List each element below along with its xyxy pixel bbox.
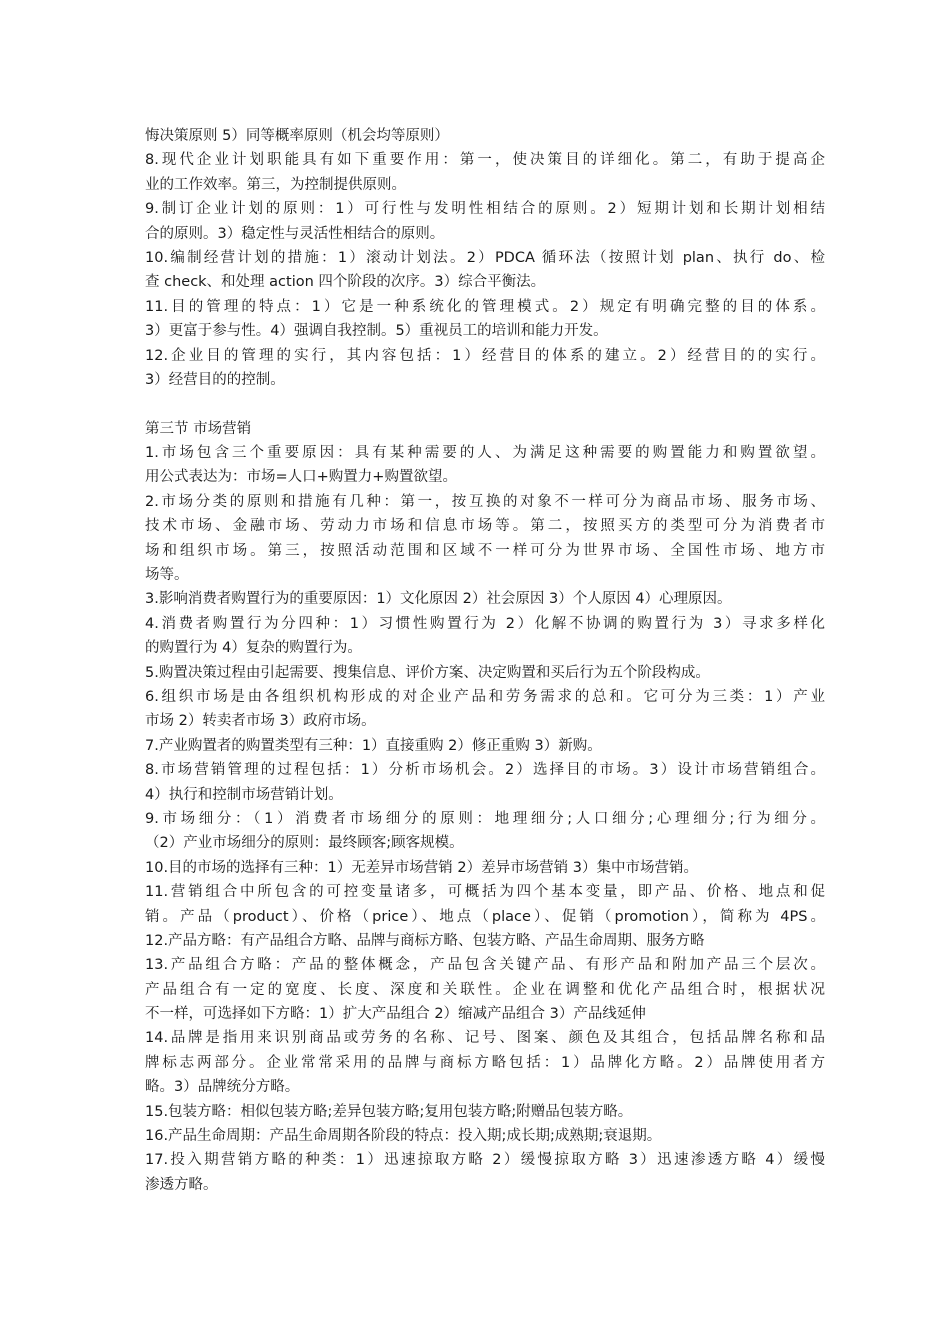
text-line: 7.产业购置者的购置类型有三种：1）直接重购 2）修正重购 3）新购。	[145, 737, 602, 754]
text-line: 13.产品组合方略：产品的整体概念，产品包含关键产品、有形产品和附加产品三个层次。	[145, 957, 825, 974]
text-block-top	[145, 124, 825, 392]
text-line: 11.目的管理的特点：1）它是一种系统化的管理模式。2）规定有明确完整的目的体系。	[145, 298, 825, 315]
text-line: 9.制订企业计划的原则：1）可行性与发明性相结合的原则。2）短期计划和长期计划相结	[145, 201, 825, 218]
text-line: 查 check、和处理 action 四个阶段的次序。3）综合平衡法。	[145, 274, 546, 291]
text-line: 悔决策原则 5）同等概率原则（机会均等原则）	[145, 128, 449, 144]
text-line: 10.编制经营计划的措施：1）滚动计划法。2）PDCA 循环法（按照计划 plan、执行 do、检	[145, 249, 825, 266]
text-line: 用公式表达为：市场=人口+购置力+购置欲望。	[145, 469, 457, 486]
text-line: 场和组织市场。第三，按照活动范围和区域不一样可分为世界市场、全国性市场、地方市	[145, 542, 825, 559]
document-page	[145, 124, 825, 1197]
text-line: 4.消费者购置行为分四种：1）习惯性购置行为 2）化解不协调的购置行为 3）寻求多样化	[145, 615, 825, 632]
text-line: 2.市场分类的原则和措施有几种：第一，按互换的对象不一样可分为商品市场、服务市场、	[145, 493, 825, 510]
text-line: 6.组织市场是由各组织机构形成的对企业产品和劳务需求的总和。它可分为三类：1）产业	[145, 688, 825, 705]
text-line: 10.目的市场的选择有三种：1）无差异市场营销 2）差异市场营销 3）集中市场营销。	[145, 859, 698, 876]
text-line: 9.市场细分：（1）消费者市场细分的原则：地理细分;人口细分;心理细分;行为细分。	[145, 810, 825, 827]
text-line: 8.市场营销管理的过程包括：1）分析市场机会。2）选择目的市场。3）设计市场营销组合。	[145, 762, 825, 779]
text-line: 牌标志两部分。企业常常采用的品牌与商标方略包括：1）品牌化方略。2）品牌使用者方	[145, 1054, 825, 1071]
text-line: 1.市场包含三个重要原因：具有某种需要的人、为满足这种需要的购置能力和购置欲望。	[145, 445, 825, 462]
text-line: 12.产品方略：有产品组合方略、品牌与商标方略、包装方略、产品生命周期、服务方略	[145, 932, 705, 949]
text-line: 略。3）品牌统分方略。	[145, 1079, 300, 1096]
text-line: 市场 2）转卖者市场 3）政府市场。	[145, 713, 376, 730]
text-line: 15.包装方略：相似包装方略;差异包装方略;复用包装方略;附赠品包装方略。	[145, 1103, 633, 1120]
text-line: 场等。	[145, 567, 189, 584]
text-line: 5.购置决策过程由引起需要、搜集信息、评价方案、决定购置和买后行为五个阶段构成。	[145, 664, 710, 681]
text-line: 3）经营目的的控制。	[145, 371, 285, 388]
text-line: 的购置行为 4）复杂的购置行为。	[145, 640, 362, 657]
text-line: 11.营销组合中所包含的可控变量诸多，可概括为四个基本变量，即产品、价格、地点和促	[145, 884, 825, 901]
text-line: 业的工作效率。第三，为控制提供原则。	[145, 176, 406, 193]
text-line: 3.影响消费者购置行为的重要原因：1）文化原因 2）社会原因 3）个人原因 4）心理原因。	[145, 591, 732, 608]
text-line: 16.产品生命周期：产品生命周期各阶段的特点：投入期;成长期;成熟期;衰退期。	[145, 1128, 662, 1145]
text-line: 不一样，可选择如下方略：1）扩大产品组合 2）缩减产品组合 3）产品线延伸	[145, 1006, 646, 1023]
text-line: 产品组合有一定的宽度、长度、深度和关联性。企业在调整和优化产品组合时，根据状况	[145, 981, 825, 998]
text-line: 12.企业目的管理的实行，其内容包括：1）经营目的体系的建立。2）经营目的的实行。	[145, 347, 825, 364]
text-line: 销。产品（product）、价格（price）、地点（place）、促销（promotion），简称为 4PS。	[145, 908, 825, 925]
text-line: （2）产业市场细分的原则：最终顾客;顾客规模。	[145, 835, 464, 852]
text-line: 技术市场、金融市场、劳动力市场和信息市场等。第二，按照买方的类型可分为消费者市	[145, 518, 825, 535]
text-line: 14.品牌是指用来识别商品或劳务的名称、记号、图案、颜色及其组合，包括品牌名称和品	[145, 1030, 825, 1047]
section-heading: 第三节 市场营销	[145, 420, 252, 437]
text-line: 4）执行和控制市场营销计划。	[145, 786, 343, 803]
blank-line	[145, 392, 825, 416]
text-line: 合的原则。3）稳定性与灵活性相结合的原则。	[145, 225, 445, 242]
text-line: 8.现代企业计划职能具有如下重要作用：第一，使决策目的详细化。第二，有助于提高企	[145, 152, 825, 169]
text-line: 17.投入期营销方略的种类：1）迅速掠取方略 2）缓慢掠取方略 3）迅速渗透方略 4）缓慢	[145, 1152, 825, 1169]
text-block-bottom	[145, 441, 825, 1197]
text-line: 3）更富于参与性。4）强调自我控制。5）重视员工的培训和能力开发。	[145, 323, 608, 340]
text-line: 渗透方略。	[145, 1176, 218, 1193]
